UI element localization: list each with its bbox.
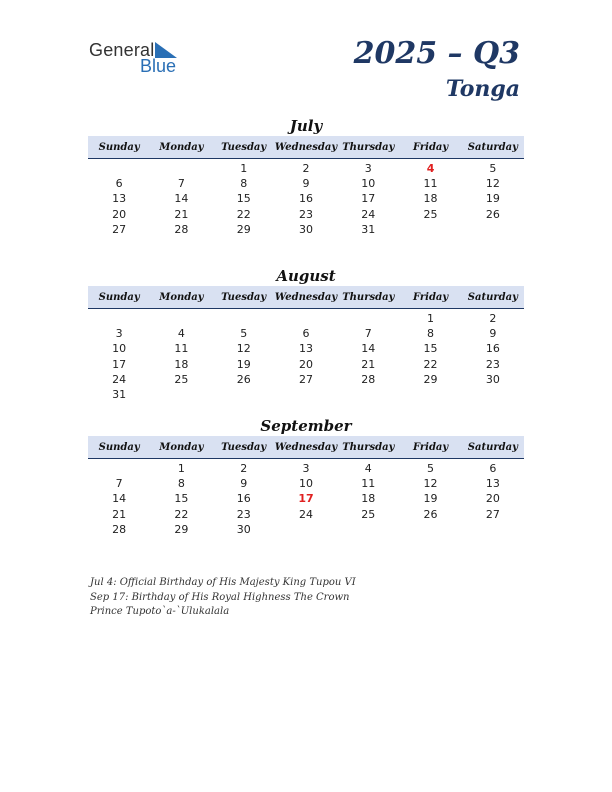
day-cell: 8 xyxy=(177,477,185,491)
day-cell: 1 xyxy=(427,312,435,326)
day-cell: 8 xyxy=(240,177,248,191)
week-row xyxy=(88,507,524,522)
month-title: July xyxy=(289,117,323,135)
day-cell: 25 xyxy=(361,507,376,521)
day-cell: 17 xyxy=(112,357,127,371)
day-cell: 5 xyxy=(489,162,497,176)
weekday-label: Friday xyxy=(412,441,449,453)
day-cell: 18 xyxy=(361,492,376,506)
weekday-label: Monday xyxy=(159,141,204,153)
day-cell: 19 xyxy=(485,192,500,206)
holiday-note: Prince Tupoto`a-`Ulukalala xyxy=(90,606,230,617)
weekday-label: Wednesday xyxy=(274,291,338,303)
day-cell: 26 xyxy=(485,207,500,221)
day-cell: 23 xyxy=(236,507,251,521)
day-cell: 20 xyxy=(485,492,500,506)
day-cell: 4 xyxy=(177,327,185,341)
day-cell: 14 xyxy=(174,192,189,206)
day-cell: 29 xyxy=(236,222,251,236)
day-cell: 29 xyxy=(174,522,189,536)
day-cell: 16 xyxy=(298,192,313,206)
week-row xyxy=(88,341,524,356)
day-cell: 20 xyxy=(298,357,313,371)
weekday-label: Sunday xyxy=(98,291,140,303)
day-cell: 21 xyxy=(361,357,376,371)
day-cell: 15 xyxy=(174,492,189,506)
day-cell: 10 xyxy=(112,342,127,356)
day-cell: 10 xyxy=(298,477,313,491)
week-row xyxy=(88,222,524,237)
page-title: 2025 – Q3 xyxy=(353,36,520,71)
month-days xyxy=(88,159,524,237)
weekday-label: Saturday xyxy=(467,141,518,153)
country-name: Tonga xyxy=(445,76,520,102)
week-row xyxy=(88,326,524,341)
weekday-label: Monday xyxy=(159,291,204,303)
day-cell: 12 xyxy=(485,177,500,191)
day-cell: 5 xyxy=(240,327,248,341)
day-cell: 3 xyxy=(115,327,123,341)
month-august xyxy=(88,266,524,402)
day-cell: 22 xyxy=(236,207,251,221)
weekday-label: Sunday xyxy=(98,141,140,153)
day-cell: 12 xyxy=(236,342,251,356)
month-days xyxy=(88,309,524,402)
day-cell: 28 xyxy=(361,372,376,386)
day-cell: 16 xyxy=(485,342,500,356)
day-cell: 13 xyxy=(485,477,500,491)
day-cell: 24 xyxy=(112,372,127,386)
day-cell: 18 xyxy=(423,192,438,206)
day-cell: 4 xyxy=(364,462,372,476)
day-cell: 11 xyxy=(361,477,376,491)
day-cell: 10 xyxy=(361,177,376,191)
day-cell: 2 xyxy=(240,462,248,476)
day-cell: 6 xyxy=(489,462,497,476)
weekday-label: Friday xyxy=(412,291,449,303)
day-cell: 30 xyxy=(236,522,251,536)
day-cell: 11 xyxy=(423,177,438,191)
day-cell: 13 xyxy=(112,192,127,206)
day-cell: 18 xyxy=(174,357,189,371)
week-row xyxy=(88,476,524,491)
holiday-note: Sep 17: Birthday of His Royal Highness The Crown xyxy=(90,591,350,603)
day-cell: 28 xyxy=(174,222,189,236)
weekday-label: Tuesday xyxy=(221,291,267,303)
day-cell: 30 xyxy=(485,372,500,386)
weekday-label: Tuesday xyxy=(221,141,267,153)
weekday-label: Thursday xyxy=(342,441,395,453)
weekday-header xyxy=(88,436,524,459)
month-september xyxy=(88,416,524,537)
day-cell: 15 xyxy=(423,342,438,356)
week-row xyxy=(88,357,524,372)
weekday-label: Sunday xyxy=(98,441,140,453)
day-cell: 13 xyxy=(298,342,313,356)
day-cell: 15 xyxy=(236,192,251,206)
day-cell: 31 xyxy=(112,388,127,402)
day-cell: 25 xyxy=(423,207,438,221)
day-cell: 23 xyxy=(298,207,313,221)
logo-text-general: General xyxy=(89,40,155,60)
day-cell: 7 xyxy=(115,477,123,491)
week-row xyxy=(88,176,524,191)
day-cell: 24 xyxy=(298,507,313,521)
logo-text-blue: Blue xyxy=(140,56,177,76)
day-cell: 7 xyxy=(364,327,372,341)
month-title: September xyxy=(260,417,352,435)
weekday-label: Wednesday xyxy=(274,441,338,453)
weekday-label: Saturday xyxy=(467,441,518,453)
day-cell: 4 xyxy=(426,162,435,176)
day-cell: 14 xyxy=(361,342,376,356)
day-cell: 19 xyxy=(423,492,438,506)
week-row xyxy=(88,161,524,176)
day-cell: 27 xyxy=(112,222,127,236)
weekday-label: Thursday xyxy=(342,141,395,153)
week-row xyxy=(88,311,524,326)
week-row xyxy=(88,491,524,506)
day-cell: 11 xyxy=(174,342,189,356)
day-cell: 21 xyxy=(174,207,189,221)
weekday-label: Wednesday xyxy=(274,141,338,153)
day-cell: 22 xyxy=(423,357,438,371)
generalblue-logo xyxy=(89,40,189,76)
day-cell: 3 xyxy=(364,162,372,176)
day-cell: 27 xyxy=(485,507,500,521)
day-cell: 14 xyxy=(112,492,127,506)
day-cell: 24 xyxy=(361,207,376,221)
day-cell: 25 xyxy=(174,372,189,386)
day-cell: 17 xyxy=(361,192,376,206)
day-cell: 3 xyxy=(302,462,310,476)
day-cell: 19 xyxy=(236,357,251,371)
day-cell: 26 xyxy=(236,372,251,386)
week-row xyxy=(88,522,524,537)
week-row xyxy=(88,372,524,387)
week-row xyxy=(88,461,524,476)
week-row xyxy=(88,191,524,206)
month-days xyxy=(88,459,524,537)
weekday-label: Thursday xyxy=(342,291,395,303)
day-cell: 31 xyxy=(361,222,376,236)
week-row xyxy=(88,387,524,402)
day-cell: 29 xyxy=(423,372,438,386)
weekday-header xyxy=(88,286,524,309)
day-cell: 8 xyxy=(427,327,435,341)
weekday-label: Saturday xyxy=(467,291,518,303)
day-cell: 26 xyxy=(423,507,438,521)
weekday-label: Monday xyxy=(159,441,204,453)
day-cell: 2 xyxy=(302,162,310,176)
day-cell: 6 xyxy=(302,327,310,341)
day-cell: 9 xyxy=(489,327,497,341)
day-cell: 28 xyxy=(112,522,127,536)
day-cell: 2 xyxy=(489,312,497,326)
weekday-header xyxy=(88,136,524,159)
holiday-note: Jul 4: Official Birthday of His Majesty King Tupou VI xyxy=(90,577,356,588)
day-cell: 5 xyxy=(427,462,435,476)
day-cell: 9 xyxy=(240,477,248,491)
week-row xyxy=(88,207,524,222)
day-cell: 1 xyxy=(177,462,185,476)
weekday-label: Tuesday xyxy=(221,441,267,453)
day-cell: 30 xyxy=(298,222,313,236)
holiday-notes xyxy=(90,576,356,620)
month-title: August xyxy=(276,267,336,285)
day-cell: 12 xyxy=(423,477,438,491)
day-cell: 23 xyxy=(485,357,500,371)
day-cell: 1 xyxy=(240,162,248,176)
day-cell: 21 xyxy=(112,507,127,521)
day-cell: 27 xyxy=(298,372,313,386)
day-cell: 22 xyxy=(174,507,189,521)
month-july xyxy=(88,116,524,237)
day-cell: 9 xyxy=(302,177,310,191)
day-cell: 17 xyxy=(298,492,314,506)
weekday-label: Friday xyxy=(412,141,449,153)
day-cell: 6 xyxy=(115,177,123,191)
day-cell: 7 xyxy=(177,177,185,191)
day-cell: 16 xyxy=(236,492,251,506)
day-cell: 20 xyxy=(112,207,127,221)
